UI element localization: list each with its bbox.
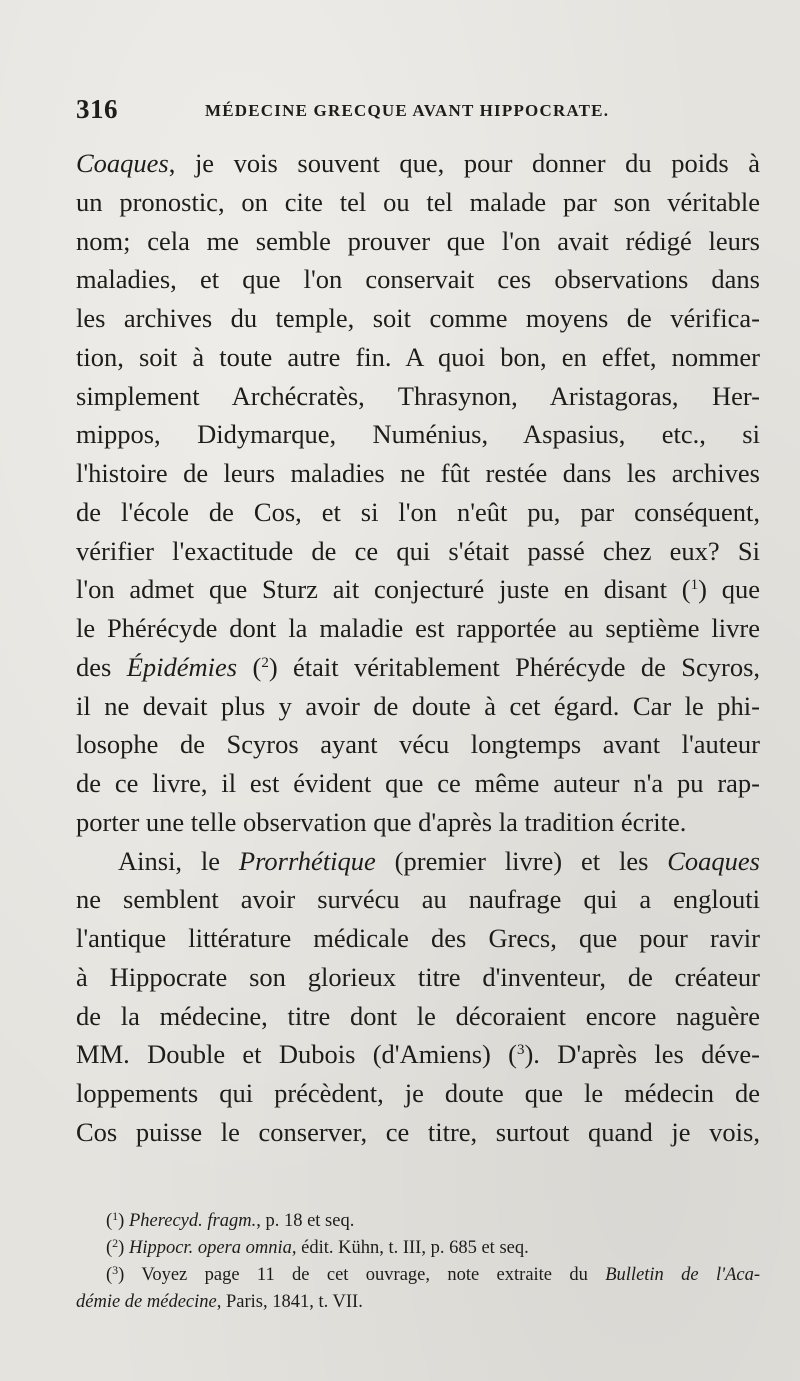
text-line: le Phérécyde dont la maladie est rapportée au septième livre bbox=[76, 613, 760, 643]
footnote-ref-2: 2 bbox=[261, 654, 269, 671]
text-line: les archives du temple, soit comme moyens de vérifica- bbox=[76, 303, 760, 333]
text-line: l'on admet que Sturz ait conjecturé juste en disant ($^1$) que bbox=[76, 574, 760, 605]
text-line: simplement Archécratès, Thrasynon, Aristagoras, Her- bbox=[76, 380, 760, 411]
text-line: vérifier l'exactitude de ce qui s'était passé chez eux? Si bbox=[76, 535, 760, 566]
text-line: MM. Double et Dubois (d'Amiens) ($^3$). D'après les déve- bbox=[76, 1039, 760, 1070]
text-line: Cos puisse le conserver, ce titre, surtout quand je vois, bbox=[76, 1116, 760, 1147]
text-line: nom; cela me semble prouver que l'on avait rédigé leurs bbox=[76, 225, 760, 256]
text-line: ne semblent avoir survécu au naufrage qui a englouti bbox=[76, 884, 760, 915]
text-line: Ainsi, le Prorrhétique (premier livre) et les Coaques bbox=[118, 845, 760, 876]
italic-term: Coaques bbox=[667, 845, 760, 876]
page-number: 316 bbox=[76, 94, 118, 124]
footnote-ref-3: 3 bbox=[516, 1042, 525, 1059]
text-line: de ce livre, il est évident que ce même auteur n'a pu rap- bbox=[76, 768, 760, 798]
text-line: l'antique littérature médicale des Grecs, que pour ravir bbox=[76, 923, 760, 953]
text-line: de l'école de Cos, et si l'on n'eût pu, par conséquent, bbox=[76, 496, 760, 527]
text-line: il ne devait plus y avoir de doute à cet égard. Car le phi- bbox=[76, 690, 760, 721]
text-line: mippos, Didymarque, Numénius, Aspasius, etc., si bbox=[76, 419, 760, 450]
footnote-ref-1: 1 bbox=[690, 577, 699, 594]
text-line: maladies, et que l'on conservait ces observations dans bbox=[76, 264, 760, 295]
text-line: porter une telle observation que d'après la tradition écrite. bbox=[76, 806, 687, 837]
text-line: à Hippocrate son glorieux titre d'inventeur, de créateur bbox=[76, 961, 760, 992]
text-line: des Épidémies ($^2$) était véritablement Phérécyde de Scyros, bbox=[76, 651, 761, 682]
running-title: MÉDECINE GRECQUE AVANT HIPPOCRATE. bbox=[205, 101, 610, 120]
text-line: losophe de Scyros ayant vécu longtemps avant l'auteur bbox=[76, 729, 760, 760]
footnote-1: ($^1$) Pherecyd. fragm., p. 18 et seq. bbox=[106, 1209, 355, 1231]
body-text bbox=[76, 144, 760, 1152]
text-line: de la médecine, titre dont le décoraient encore naguère bbox=[76, 1000, 760, 1031]
italic-term: Prorrhétique bbox=[238, 845, 376, 876]
text-line: l'histoire de leurs maladies ne fût restée dans les archives bbox=[76, 458, 760, 488]
footnote-3: ($^3$) Voyez page 11 de cet ouvrage, note extraite du Bulletin de l'Aca- bbox=[106, 1263, 760, 1285]
text-line: tion, soit à toute autre fin. A quoi bon, en effet, nommer bbox=[76, 341, 760, 372]
text-line: un pronostic, on cite tel ou tel malade par son véritable bbox=[76, 186, 760, 217]
italic-term: Coaques bbox=[76, 148, 169, 178]
footnote-3-continued: démie de médecine, Paris, 1841, t. VII. bbox=[76, 1292, 363, 1312]
page-header bbox=[76, 94, 756, 134]
text-line: Coaques, je vois souvent que, pour donner du poids à bbox=[76, 148, 760, 178]
footnote-2: ($^2$) Hippocr. opera omnia, édit. Kühn, t. III, p. 685 et seq. bbox=[106, 1236, 529, 1258]
footnotes bbox=[76, 1208, 760, 1316]
italic-term: Épidémies bbox=[126, 651, 238, 682]
text-line: loppements qui précèdent, je doute que le médecin de bbox=[76, 1078, 760, 1108]
